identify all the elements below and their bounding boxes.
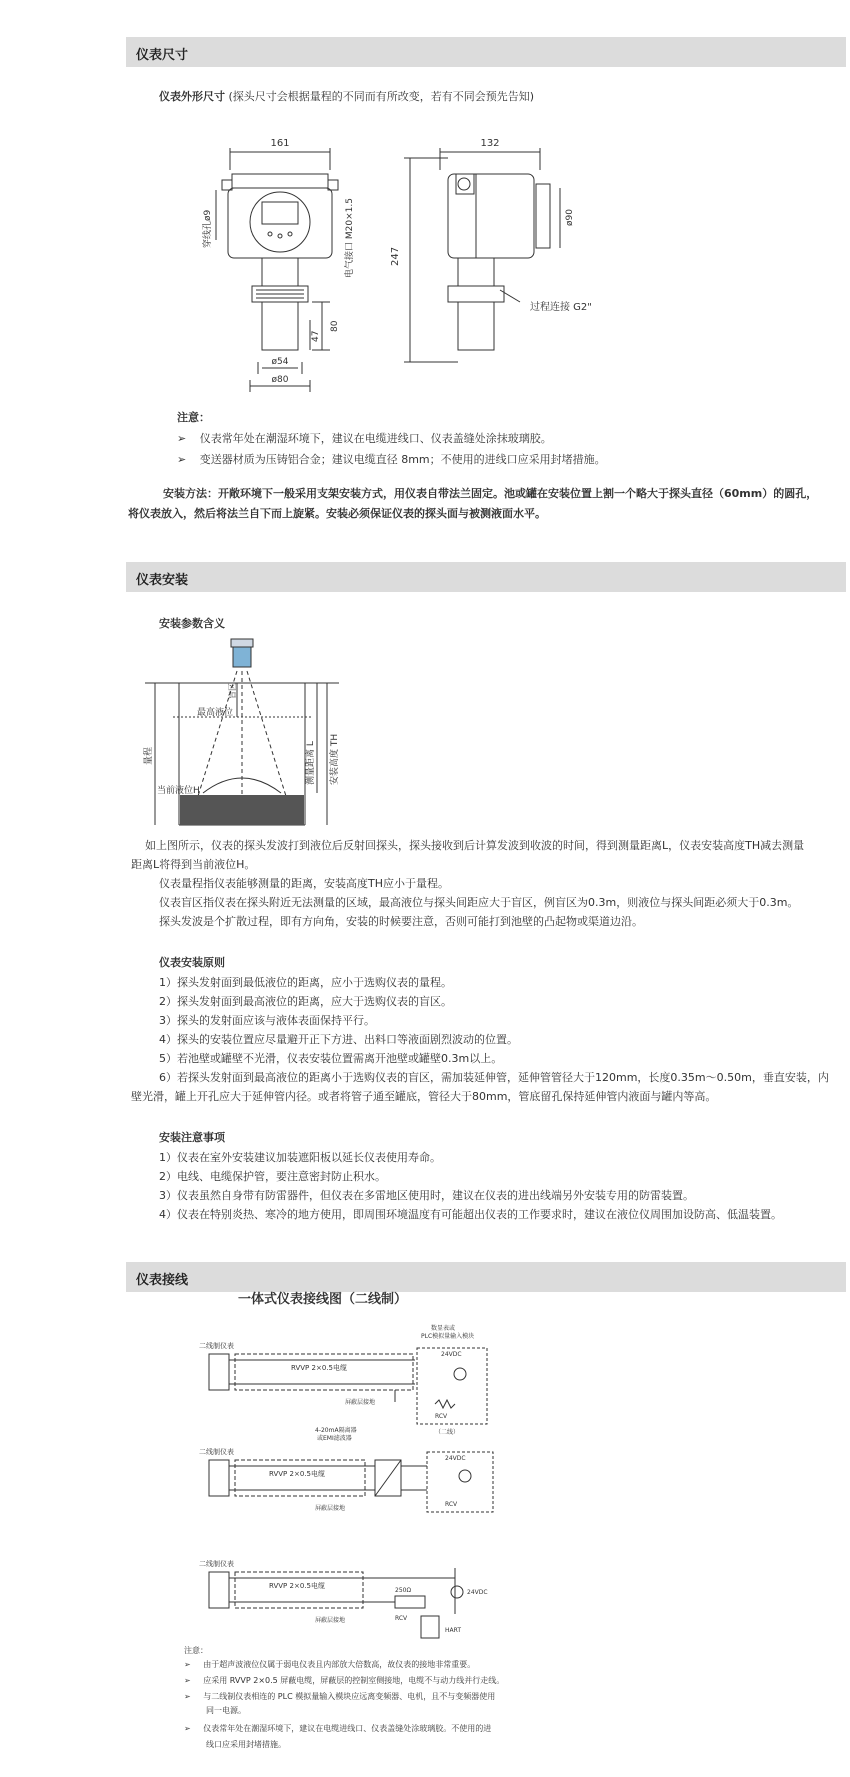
display-label-1b: PLC模拟量输入模块 — [421, 1333, 475, 1340]
isolator-label-2: 或EMI滤波器 — [317, 1435, 352, 1442]
rcv-label-3: RCV — [395, 1615, 408, 1622]
dim-hole: 穿线孔ø9 — [203, 209, 213, 248]
v24-label-3: 24VDC — [467, 1589, 488, 1596]
principles-title: 仪表安装原则 — [159, 956, 225, 969]
arrow-bullet-icon: ➢ — [184, 1660, 191, 1669]
label-highest: 最高液位 — [197, 708, 234, 718]
principle-2: 2）探头发射面到最高液位的距离，应大于选购仪表的盲区。 — [159, 995, 452, 1008]
section-header-wiring — [126, 1262, 846, 1292]
install-para-3: 仪表量程指仪表能够测量的距离，安装高度TH应小于量程。 — [159, 877, 449, 890]
wiring-note-4: ➢ 仪表常年处在潮湿环境下，建议在电缆进线口、仪表盖缝处涂玻璃胶。不使用的进 — [184, 1724, 492, 1733]
section-header-dimensions — [126, 37, 846, 67]
meter-label-1: 二线制仪表 — [199, 1342, 234, 1350]
rcv-label-2: RCV — [445, 1501, 458, 1508]
isolator-label-1: 4-20mA隔离器 — [315, 1427, 357, 1434]
install-para-5: 探头发波是个扩散过程，即有方向角，安装的时候要注意，否则可能打到池壁的凸起物或渠道边沿。 — [159, 915, 643, 928]
dim-dia54: ø54 — [271, 357, 289, 367]
rcv-label-1: RCV — [435, 1413, 448, 1420]
cable-label-3: RVVP 2×0.5电缆 — [269, 1582, 325, 1590]
two-wire-label: （二线） — [435, 1429, 460, 1436]
dimensions-subtitle: 仪表外形尺寸 — [159, 90, 225, 103]
dimensions-subtitle-note: (探头尺寸会根据量程的不同而有所改变，若有不同会预先告知) — [228, 90, 535, 103]
shield-label-2: 屏蔽层接地 — [315, 1505, 346, 1512]
cable-label-2: RVVP 2×0.5电缆 — [269, 1470, 325, 1478]
meter-label-3: 二线制仪表 — [199, 1560, 234, 1568]
notice-4: 4）仪表在特别炎热、寒冷的地方使用，即周围环境温度有可能超出仪表的工作要求时，建议在液位仪周围加设防高、低温装置。 — [159, 1208, 782, 1221]
label-blind: 盲区 — [228, 683, 237, 699]
cable-label-1: RVVP 2×0.5电缆 — [291, 1364, 347, 1372]
shield-label-3: 屏蔽层接地 — [315, 1617, 346, 1624]
dim-247: 247 — [390, 246, 401, 266]
dim-161: 161 — [270, 138, 290, 149]
install-para-1: 如上图所示，仪表的探头发波打到液位后反射回探头，探头接收到后计算发波到收波的时间，得到测量距离L，仪表安装高度TH减去测量 — [145, 839, 805, 852]
dim-80: 80 — [330, 320, 340, 332]
dim-132: 132 — [480, 138, 500, 149]
hart-label: HART — [445, 1627, 462, 1634]
v24-label-1: 24VDC — [441, 1351, 462, 1358]
notices-title: 安装注意事项 — [159, 1131, 225, 1144]
wiring-note-1: ➢ 由于超声波液位仪属于弱电仪表且内部放大倍数高，故仪表的接地非常重要。 — [184, 1660, 476, 1669]
display-label-1a: 数显表或 — [431, 1325, 456, 1332]
meter-label-2: 二线制仪表 — [199, 1448, 234, 1456]
dim-dia90: ø90 — [565, 209, 575, 226]
install-method-line1: 安装方法：开敞环境下一般采用支架安装方式，用仪表自带法兰固定。池或罐在安装位置上割一个略大于探头直径（60mm）的圆孔， — [163, 487, 818, 500]
dimensions-subtitle-line — [159, 89, 534, 105]
wiring-note-3: ➢ 与二线制仪表相连的 PLC 模拟量输入模块应远离变频器、电机，且不与变频器使用 — [184, 1692, 496, 1701]
principle-1: 1）探头发射面到最低液位的距离，应小于选购仪表的量程。 — [159, 976, 452, 989]
wiring-note-3b: 同一电源。 — [206, 1706, 246, 1715]
notice-2: 2）电线、电缆保护管，要注意密封防止积水。 — [159, 1170, 386, 1183]
arrow-bullet-icon: ➢ — [177, 432, 187, 445]
dim-47: 47 — [311, 330, 321, 342]
v24-label-2: 24VDC — [445, 1455, 466, 1462]
arrow-bullet-icon: ➢ — [184, 1692, 191, 1701]
dim-cable-port: 电气接口 M20×1.5 — [345, 198, 355, 278]
section-title: 仪表安装 — [136, 573, 189, 588]
label-measure: 测量距离 L — [306, 741, 316, 785]
wiring-diagram — [195, 1310, 595, 1650]
wiring-note-4b: 线口应采用封堵措施。 — [206, 1740, 286, 1749]
arrow-bullet-icon: ➢ — [184, 1724, 191, 1733]
principle-6: 6）若探头发射面到最高液位的距离小于选购仪表的盲区，需加装延伸管，延伸管管径大于120mm，长度0.35m～0.50m，垂直安装，内 — [159, 1071, 829, 1084]
install-param-title: 安装参数含义 — [159, 617, 225, 630]
section-title: 仪表接线 — [136, 1273, 189, 1288]
dimensions-note-2: ➢ 变送器材质为压铸铝合金；建议电缆直径 8mm；不使用的进线口应采用封堵措施。 — [177, 453, 606, 466]
dim-dia80: ø80 — [271, 375, 289, 385]
dimensions-note-1: ➢ 仪表常年处在潮湿环境下，建议在电缆进线口、仪表盖缝处涂抹玻璃胶。 — [177, 432, 552, 445]
principle-6b: 壁光滑，罐上开孔应大于延伸管内径。或者将管子通至罐底，管径大于80mm，管底留孔保持延伸管内液面与罐内等高。 — [131, 1090, 717, 1103]
install-diagram — [137, 635, 357, 835]
dimension-drawing — [0, 130, 850, 400]
shield-label-1: 屏蔽层接地 — [345, 1399, 376, 1406]
section-title: 仪表尺寸 — [136, 48, 189, 63]
principle-4: 4）探头的安装位置应尽量避开正下方进、出料口等液面剧烈波动的位置。 — [159, 1033, 518, 1046]
label-install-height: 安装高度 TH — [330, 733, 340, 785]
principle-3: 3）探头的发射面应该与液体表面保持平行。 — [159, 1014, 375, 1027]
principle-5: 5）若池壁或罐壁不光滑，仪表安装位置需离开池壁或罐壁0.3m以上。 — [159, 1052, 503, 1065]
section-header-installation — [126, 562, 846, 592]
dim-process: 过程连接 G2" — [530, 302, 592, 313]
wiring-diagram-title: 一体式仪表接线图（二线制） — [238, 1292, 408, 1307]
resistor-label: 250Ω — [395, 1587, 412, 1594]
arrow-bullet-icon: ➢ — [184, 1676, 191, 1685]
label-range: 量程 — [144, 746, 154, 765]
label-current: 当前液位H — [157, 786, 200, 796]
notice-1: 1）仪表在室外安装建议加装遮阳板以延长仪表使用寿命。 — [159, 1151, 441, 1164]
install-para-2: 距离L将得到当前液位H。 — [131, 858, 256, 871]
wiring-note-2: ➢ 应采用 RVVP 2×0.5 屏蔽电缆，屏蔽层的控制室侧接地，电缆不与动力线并行走线。 — [184, 1676, 505, 1685]
dimensions-note-title: 注意： — [177, 411, 210, 424]
wiring-note-title: 注意： — [184, 1646, 208, 1655]
install-para-4: 仪表盲区指仪表在探头附近无法测量的区域，最高液位与探头间距应大于盲区，例盲区为0.3m，则液位与探头间距必须大于0.3m。 — [159, 896, 799, 909]
arrow-bullet-icon: ➢ — [177, 453, 187, 466]
install-method-line2: 将仪表放入，然后将法兰自下而上旋紧。安装必须保证仪表的探头面与被测液面水平。 — [128, 507, 546, 520]
notice-3: 3）仪表虽然自身带有防雷器件，但仪表在多雷地区使用时，建议在仪表的进出线端另外安装专用的防雷装置。 — [159, 1189, 694, 1202]
